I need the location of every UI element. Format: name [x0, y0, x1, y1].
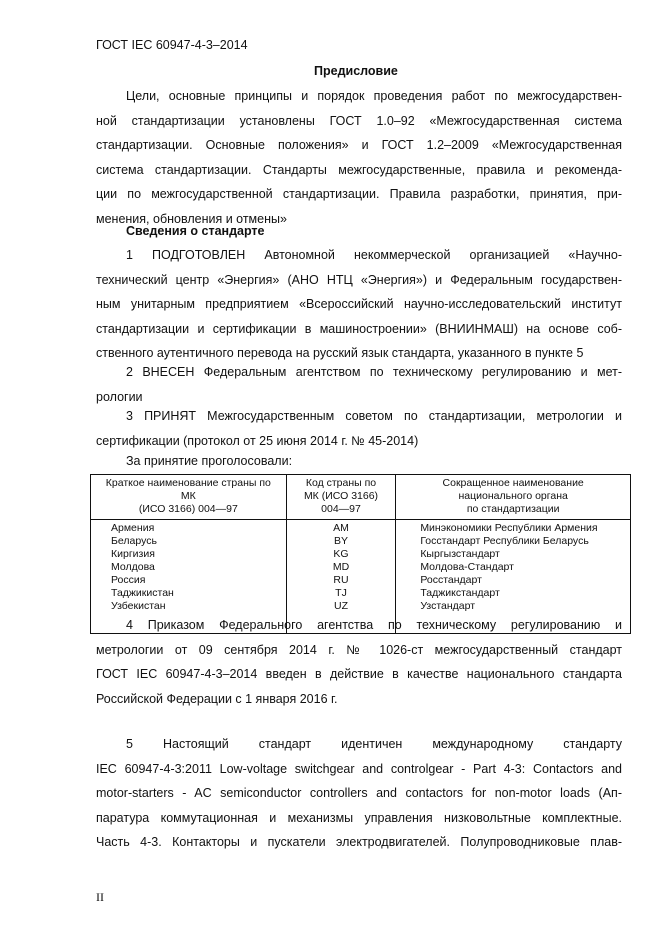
country-code: KG	[333, 548, 349, 560]
text-line: рологии	[96, 389, 143, 404]
text-line: 3 ПРИНЯТ Межгосударственным советом по стандартизации, метрологии и	[126, 409, 622, 423]
text-line: motor-starters - AC semiconductor controllers and contactors for non-motor loads (Ап-	[96, 786, 622, 800]
header-country-name	[91, 475, 287, 520]
text-line: менения, обновления и отмены»	[96, 211, 287, 226]
country-code: AM	[333, 522, 349, 534]
text-line: метрологии от 09 сентября 2014 г. № 1026-ст межгосударственный стандарт	[96, 642, 622, 657]
country-name: Таджикистан	[111, 587, 174, 599]
country-code: UZ	[334, 600, 348, 612]
standards-body-name: Росстандарт	[420, 574, 482, 586]
body-cell	[396, 520, 631, 614]
text-line: 5 Настоящий стандарт идентичен международному стандарту	[126, 737, 622, 751]
voting-table	[90, 474, 631, 634]
country-name: Молдова	[111, 561, 155, 573]
text-line: ственного аутентичного перевода на русский язык стандарта, указанного в пункте 5	[96, 346, 584, 360]
text-line: Цели, основные принципы и порядок проведения работ по межгосударствен-	[126, 89, 622, 103]
header-line: (ИСО 3166) 004—97	[138, 503, 238, 515]
header-line: по стандартизации	[466, 503, 560, 515]
standards-body-name: Минэкономики Республики Армения	[420, 522, 598, 534]
text-line: IEC 60947-4-3:2011 Low-voltage switchgear and controlgear - Part 4-3: Contactors and	[96, 761, 622, 776]
preface-heading: Предисловие	[314, 64, 398, 78]
text-line: 2 ВНЕСЕН Федеральным агентством по техническому регулированию и мет-	[126, 365, 622, 379]
country-name: Россия	[111, 574, 146, 586]
country-name: Киргизия	[111, 548, 155, 560]
text-line: 1 ПОДГОТОВЛЕН Автономной некоммерческой организацией «Научно-	[126, 248, 622, 262]
info-item-2	[96, 360, 622, 409]
header-line: МК (ИСО 3166)	[303, 490, 379, 502]
document-header-title: ГОСТ IEC 60947-4-3–2014	[96, 38, 248, 52]
code-cell	[286, 520, 396, 614]
text-line: Часть 4-3. Контакторы и пускатели электродвигателей. Полупроводниковые плав-	[96, 835, 622, 849]
header-line: Краткое наименование страны по	[105, 477, 271, 489]
text-line: ным унитарным предприятием «Всероссийский научно-исследовательский институт	[96, 297, 622, 311]
country-code: TJ	[335, 587, 347, 599]
info-item-3	[96, 404, 622, 453]
preface-paragraph	[96, 84, 622, 231]
standards-body-name: Молдова-Стандарт	[420, 561, 514, 573]
header-line: Сокращенное наименование	[442, 477, 584, 489]
text-line: ГОСТ IEC 60947-4-3–2014 введен в действие в качестве национального стандарта	[96, 667, 622, 681]
info-heading: Сведения о стандарте	[126, 224, 265, 238]
header-line: 004—97	[321, 503, 361, 515]
info-item-1	[96, 243, 622, 366]
vote-intro: За принятие проголосовали:	[126, 454, 293, 468]
text-line: стандартизации. Основные положения» и ГОСТ 1.2–2009 «Межгосударственная	[96, 138, 622, 152]
header-line: Код страны по	[305, 477, 377, 489]
country-code: RU	[333, 574, 349, 586]
table-row	[91, 520, 631, 614]
country-code: BY	[333, 535, 348, 547]
header-line: национального органа	[458, 490, 568, 502]
standards-body-name: Узстандарт	[420, 600, 476, 612]
table-header-row	[91, 475, 631, 520]
text-line: сертификации (протокол от 25 июня 2014 г. № 45-2014)	[96, 433, 419, 448]
header-line: МК	[180, 490, 196, 502]
standards-body-name: Таджикстандарт	[420, 587, 500, 599]
country-name: Беларусь	[111, 535, 157, 547]
item-5-paragraph	[96, 732, 622, 855]
country-cell	[91, 520, 287, 614]
country-name: Армения	[111, 522, 155, 534]
text-line: стандартизации и сертификации в машиностроении» (ВНИИНМАШ) на основе соб-	[96, 321, 622, 336]
text-line: Российской Федерации с 1 января 2016 г.	[96, 691, 338, 706]
country-code: MD	[332, 561, 350, 573]
standards-body-name: Кыргызстандарт	[420, 548, 500, 560]
page-number: II	[96, 890, 104, 904]
text-line: паратура коммутационная и механизмы управления низковольтные комплектные.	[96, 810, 622, 825]
header-standards-body	[396, 475, 631, 520]
text-line: 4 Приказом Федерального агентства по техническому регулированию и	[126, 618, 622, 632]
country-name: Узбекистан	[111, 600, 166, 612]
text-line: ции по межгосударственной стандартизации. Правила разработки, принятия, при-	[96, 187, 622, 201]
header-country-code	[286, 475, 396, 520]
text-line: система стандартизации. Стандарты межгосударственные, правила и рекоменда-	[96, 162, 622, 177]
item-4-paragraph	[96, 613, 622, 711]
text-line: ной стандартизации установлены ГОСТ 1.0–92 «Межгосударственная система	[96, 113, 622, 128]
text-line: технический центр «Энергия» (АНО НТЦ «Энергия») и Федеральным государствен-	[96, 272, 622, 287]
standards-body-name: Госстандарт Республики Беларусь	[420, 535, 589, 547]
